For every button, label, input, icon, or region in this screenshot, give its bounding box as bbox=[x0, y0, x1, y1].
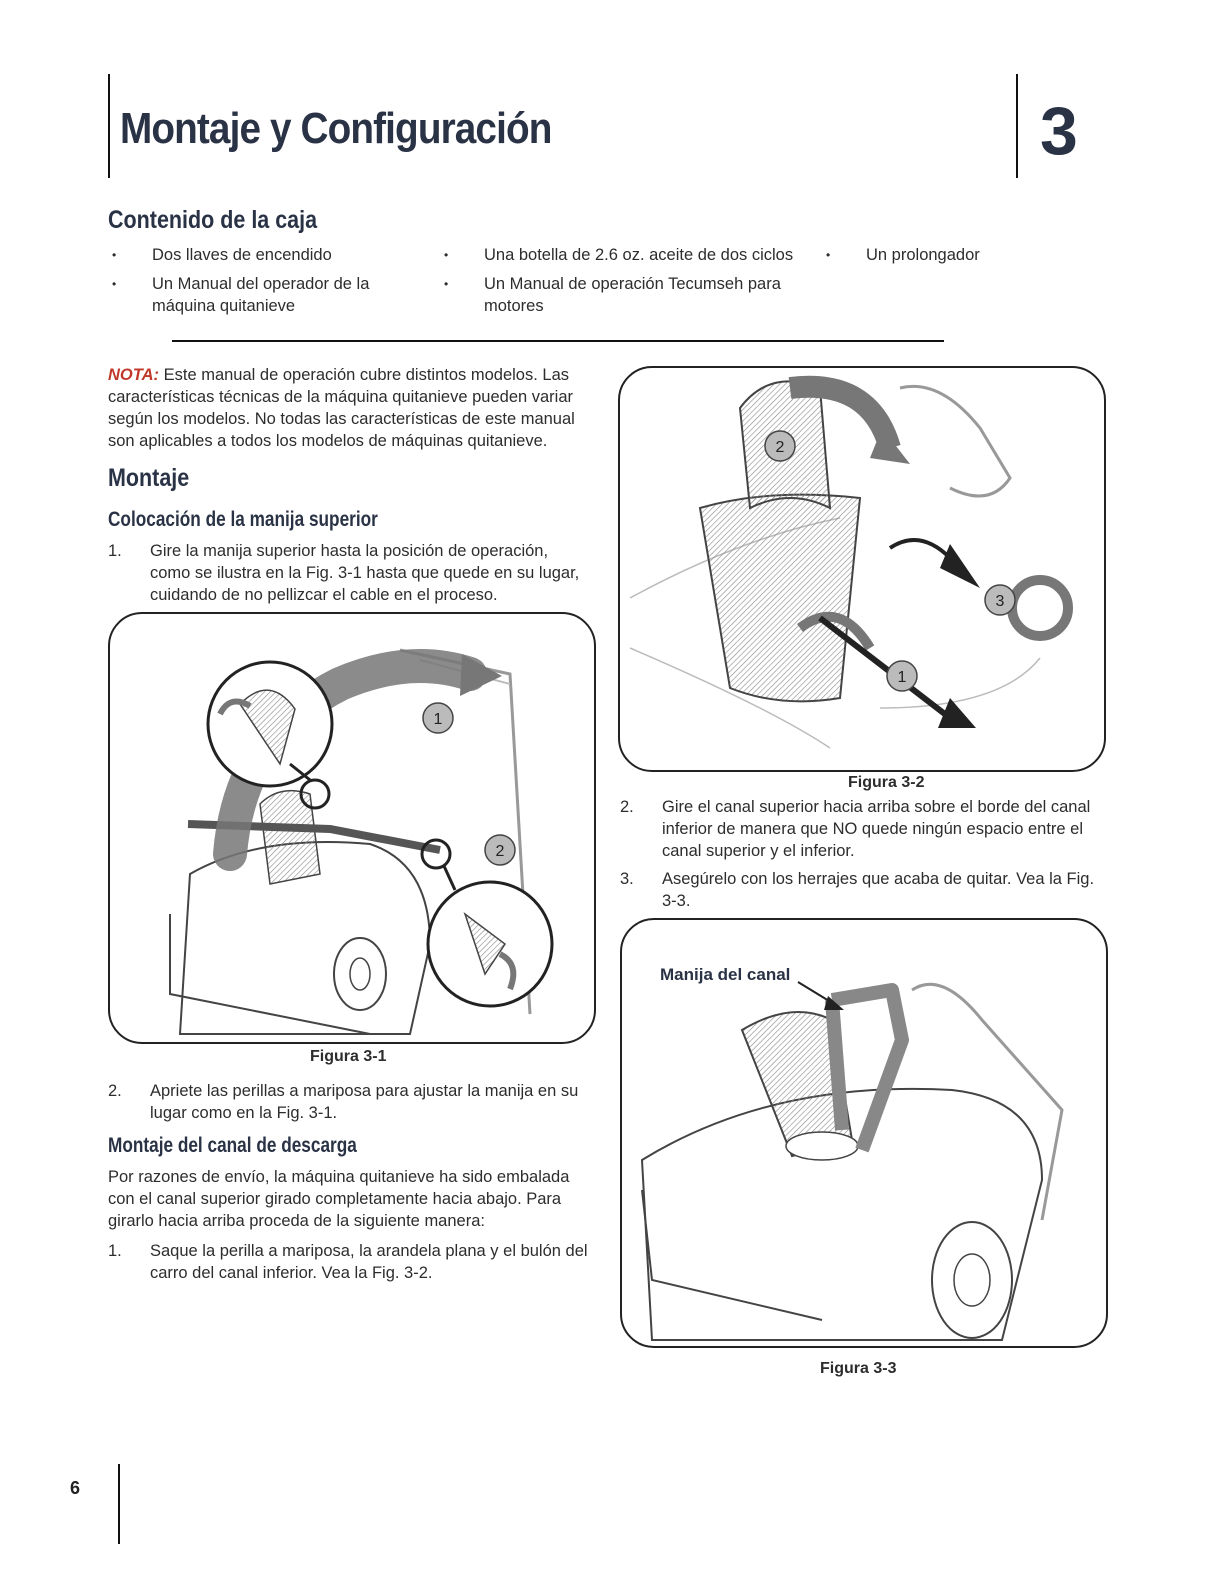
upper-handle-step-2: 2. Apriete las perillas a mariposa para ajustar la manija en su lugar como en la Fig. 3-1. bbox=[108, 1082, 579, 1122]
chute-rotation-illustration bbox=[620, 368, 1104, 770]
svg-text:3: 3 bbox=[995, 593, 1005, 610]
header-right-rule bbox=[1016, 74, 1018, 178]
chute-handle-label: Manija del canal bbox=[660, 965, 791, 984]
note-paragraph bbox=[108, 364, 598, 452]
footer-rule bbox=[118, 1464, 120, 1544]
svg-text:2: 2 bbox=[775, 439, 785, 456]
chute-step-3: 3. Asegúrelo con los herrajes que acaba de quitar. Vea la Fig. 3-3. bbox=[620, 870, 1095, 910]
figure-3-1 bbox=[108, 612, 596, 1044]
page-title: Montaje y Configuración bbox=[120, 104, 552, 153]
box-item-1: • Dos llaves de encendido bbox=[112, 246, 332, 264]
chute-handle-illustration bbox=[622, 920, 1106, 1346]
chapter-number: 3 bbox=[1040, 93, 1078, 169]
figure-3-1-caption: Figura 3-1 bbox=[310, 1048, 387, 1065]
assembly-heading: Montaje bbox=[108, 464, 190, 492]
upper-handle-heading: Colocación de la manija superior bbox=[108, 508, 378, 531]
section-divider bbox=[172, 340, 944, 342]
figure-3-3-caption: Figura 3-3 bbox=[820, 1360, 897, 1377]
chute-heading: Montaje del canal de descarga bbox=[108, 1134, 357, 1157]
page-number: 6 bbox=[70, 1478, 81, 1498]
box-item-3: • Un prolongador bbox=[826, 246, 980, 264]
svg-text:1: 1 bbox=[433, 711, 443, 728]
figure-3-2 bbox=[618, 366, 1106, 772]
upper-handle-step-1: 1. Gire la manija superior hasta la posición de operación, como se ilustra en la Fig. 3-1 hasta que quede en su lugar, cuidando de no pellizcar el cable en el proceso. bbox=[108, 542, 580, 604]
header-left-rule bbox=[108, 74, 110, 178]
figure-3-2-caption: Figura 3-2 bbox=[848, 774, 925, 791]
figure-3-3 bbox=[620, 918, 1108, 1348]
box-item-4: • Un Manual del operador de la máquina quitanieve bbox=[112, 275, 370, 315]
box-item-2: • Una botella de 2.6 oz. aceite de dos ciclos bbox=[444, 246, 794, 264]
chute-step-1: 1. Saque la perilla a mariposa, la arandela plana y el bulón del carro del canal inferior. Vea la Fig. 3-2. bbox=[108, 1242, 588, 1282]
snowblower-handle-illustration bbox=[110, 614, 594, 1042]
chute-intro: Por razones de envío, la máquina quitanieve ha sido embalada con el canal superior girado completamente hacia abajo. Para girarlo hacia arriba proceda de la siguiente manera: bbox=[108, 1168, 570, 1230]
box-contents-heading: Contenido de la caja bbox=[108, 206, 318, 234]
svg-text:1: 1 bbox=[897, 669, 907, 686]
note-label: NOTA: bbox=[108, 366, 160, 384]
chute-step-2: 2. Gire el canal superior hacia arriba sobre el borde del canal inferior de manera que NO quede ningún espacio entre el canal superior y el inferior. bbox=[620, 798, 1091, 860]
box-item-5: • Un Manual de operación Tecumseh para motores bbox=[444, 275, 781, 315]
svg-text:2: 2 bbox=[495, 843, 505, 860]
note-text: Este manual de operación cubre distintos modelos. Las características técnicas de la máquina quitanieve pueden variar según los modelos. No todas las características de este manual son aplicables a todos los modelos de máquinas quitanieve. bbox=[108, 366, 575, 450]
